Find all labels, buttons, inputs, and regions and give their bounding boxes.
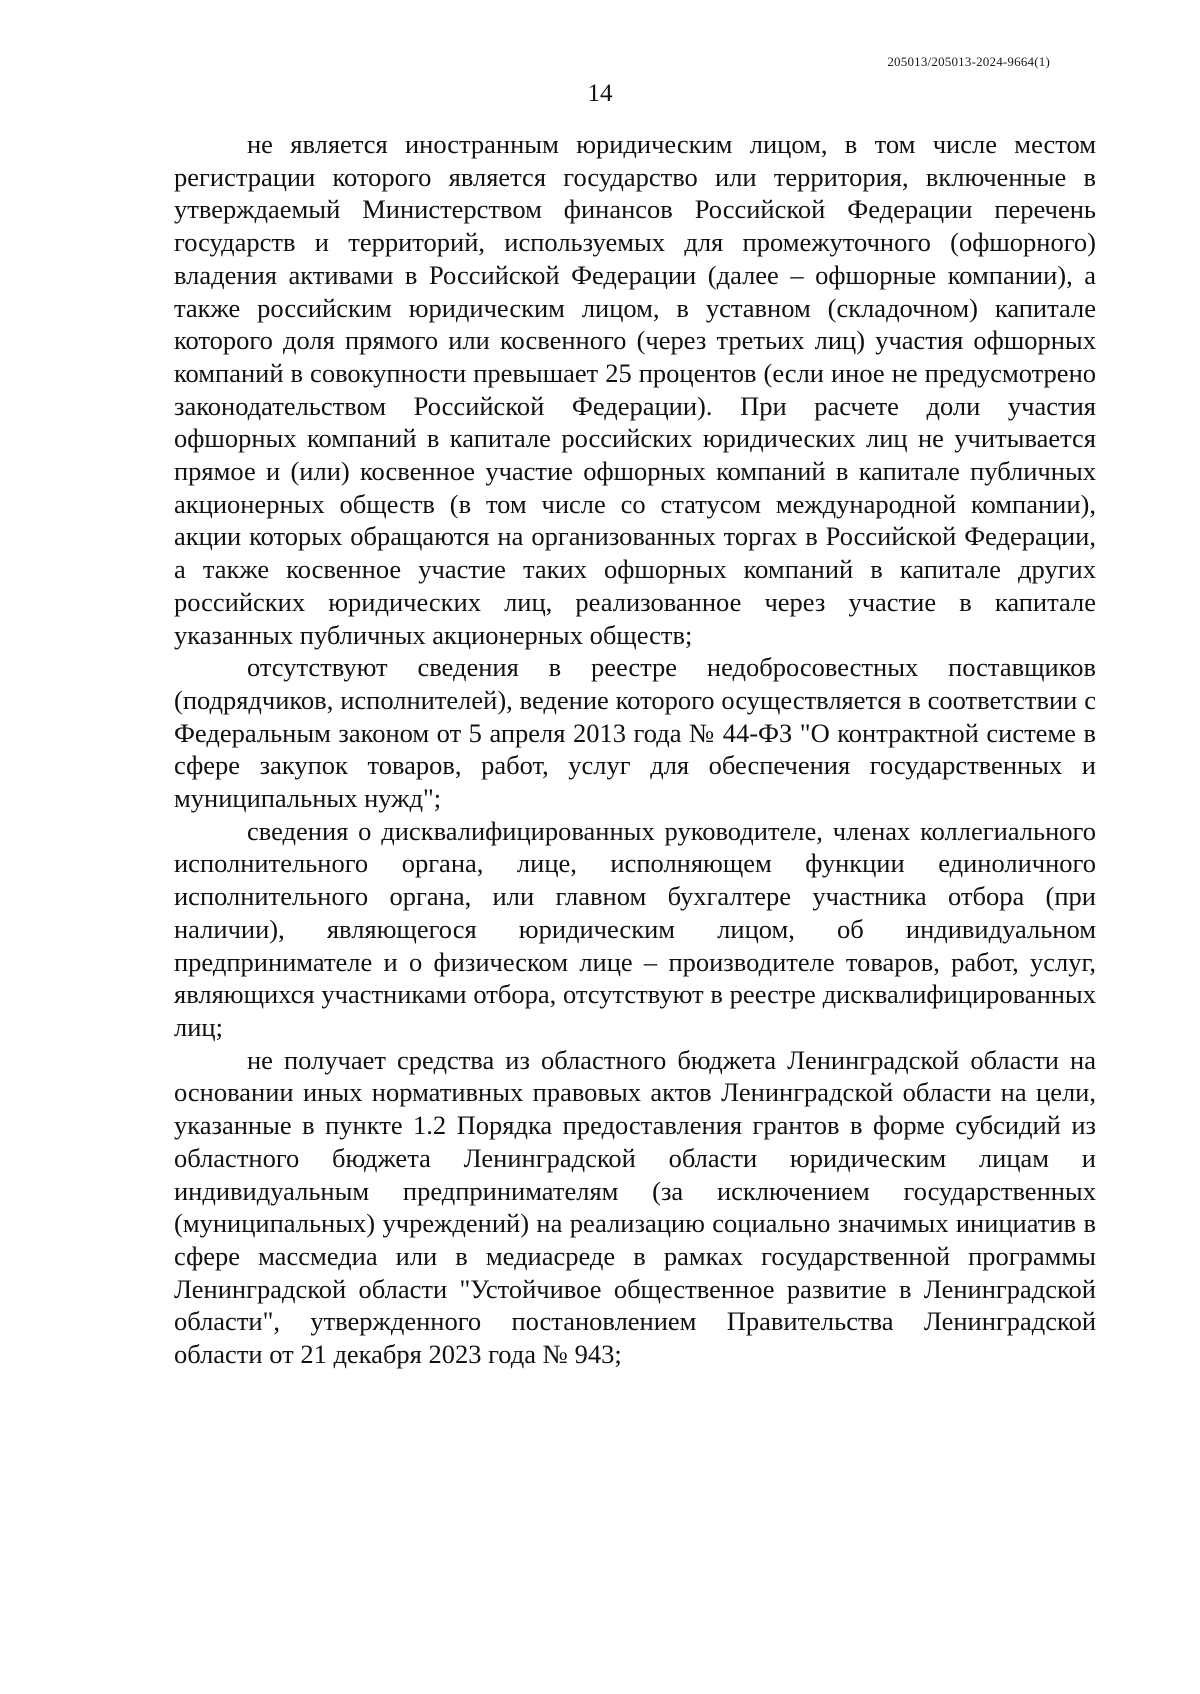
document-body <box>174 128 1096 1371</box>
page-number: 14 <box>587 80 613 107</box>
paragraph-disqualified-persons: сведения о дисквалифицированных руководителе, членах коллегиального исполнительного органа, лице, исполняющем функции единоличного исполнительного органа, или главном бухгалтере участника отбора (при наличии), являющегося юридическим лицом, об индивидуальном предпринимателе и о физическом лице – производителе товаров, работ, услуг, являющихся участниками отбора, отсутствуют в реестре дисквалифицированных лиц; <box>174 815 1096 1042</box>
document-id: 205013/205013-2024-9664(1) <box>887 54 1050 69</box>
paragraph-unfair-suppliers-registry: отсутствуют сведения в реестре недобросовестных поставщиков (подрядчиков, исполнителей), ведение которого осуществляется в соответствии с Федеральным законом от 5 апреля 2013 года № 44-ФЗ "О контрактной системе в сфере закупок товаров, работ, услуг для обеспечения государственных и муниципальных нужд"; <box>174 652 1096 814</box>
paragraph-offshore-requirement: не является иностранным юридическим лицом, в том числе местом регистрации которого является государство или территория, включенные в утверждаемый Министерством финансов Российской Федерации перечень государств и территорий, используемых для промежуточного (офшорного) владения активами в Российской Федерации (далее – офшорные компании), а также российским юридическим лицом, в уставном (складочном) капитале которого доля прямого или косвенного (через третьих лиц) участия офшорных компаний в совокупности превышает 25 процентов (если иное не предусмотрено законодательством Российской Федерации). При расчете доли участия офшорных компаний в капитале российских юридических лиц не учитывается прямое и (или) косвенное участие офшорных компаний в капитале публичных акционерных обществ (в том числе со статусом международной компании), акции которых обращаются на организованных торгах в Российской Федерации, а также косвенное участие таких офшорных компаний в капитале других российских юридических лиц, реализованное через участие в капитале указанных публичных акционерных обществ; <box>174 129 1096 650</box>
paragraph-regional-budget-funds: не получает средства из областного бюджета Ленинградской области на основании иных нормативных правовых актов Ленинградской области на цели, указанные в пункте 1.2 Порядка предоставления грантов в форме субсидий из областного бюджета Ленинградской области юридическим лицам и индивидуальным предпринимателям (за исключением государственных (муниципальных) учреждений) на реализацию социально значимых инициатив в сфере массмедиа или в медиасреде в рамках государственной программы Ленинградской области "Устойчивое общественное развитие в Ленинградской области", утвержденного постановлением Правительства Ленинградской области от 21 декабря 2023 года № 943; <box>174 1044 1096 1370</box>
